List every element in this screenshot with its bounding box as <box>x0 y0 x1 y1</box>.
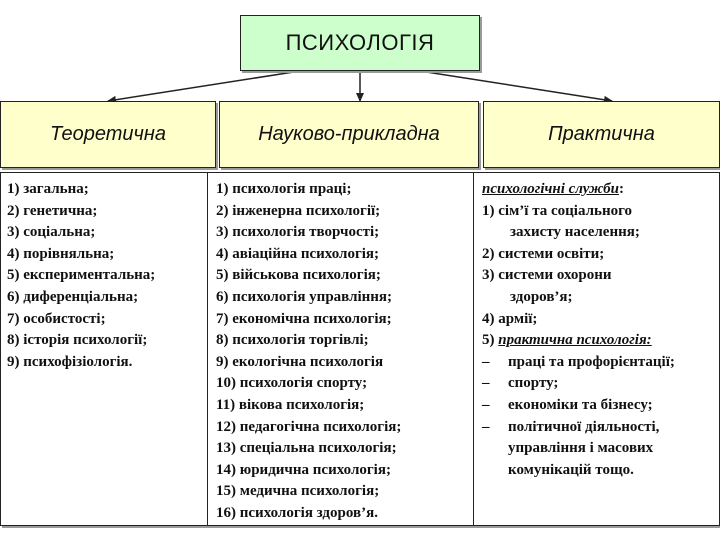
header-theoretical <box>0 101 216 168</box>
list-item: 14) юридична психологія; <box>216 461 391 478</box>
column-theoretical <box>0 172 216 526</box>
list-item: 15) медична психологія; <box>216 483 380 500</box>
list-item: 1) сім’ї та соціального <box>482 202 633 219</box>
list-item-continuation: захисту населення; <box>510 224 640 241</box>
list-item-continuation: здоров’я; <box>510 288 573 305</box>
list-item: 12) педагогічна психологія; <box>216 418 402 435</box>
header-applied-label: Науково-прикладна <box>258 123 440 145</box>
list-item: 2) інженерна психології; <box>216 202 381 219</box>
dash-item-continuation: комунікацій тощо. <box>508 461 634 478</box>
dash-bullet: – <box>482 396 490 413</box>
list-item: 10) психологія спорту; <box>216 375 368 392</box>
list-item: 4) авіаційна психологія; <box>216 245 380 262</box>
list-item: 1) загальна; <box>7 181 89 197</box>
dash-item <box>482 395 713 417</box>
list-item: 8) психологія торгівлі; <box>216 332 369 349</box>
list-item: 6) диференціальна; <box>7 288 139 305</box>
dash-item <box>482 417 713 439</box>
column-applied <box>207 172 479 526</box>
list-item: 9) психофізіологія. <box>7 353 133 370</box>
practical-psychology-heading: практична психологія: <box>498 332 652 349</box>
diagram-title: ПСИХОЛОГІЯ <box>285 30 435 55</box>
dash-item-text: спорту; <box>508 375 559 392</box>
list-item: 4) порівняльна; <box>7 245 115 262</box>
dash-item <box>482 373 713 395</box>
header-theoretical-label: Теоретична <box>49 123 167 145</box>
dash-bullet: – <box>482 375 490 392</box>
dash-bullet: – <box>482 353 490 370</box>
dash-bullet: – <box>482 418 490 435</box>
list-number: 5) <box>482 332 499 349</box>
header-applied <box>219 101 479 168</box>
list-item: 3) соціальна; <box>7 224 96 241</box>
services-heading: психологічні служби <box>482 181 619 197</box>
header-practical-label: Практична <box>548 123 655 145</box>
dash-item-text: праці та профорієнтації; <box>508 353 675 370</box>
list-item: 4) армії; <box>482 310 538 327</box>
arrow-to-theoretical <box>108 71 300 101</box>
title-box <box>240 15 480 71</box>
services-heading-line <box>482 179 713 201</box>
arrow-to-practical <box>420 71 612 101</box>
list-item: 16) психологія здоров’я. <box>216 504 378 521</box>
services-heading-colon: : <box>618 181 624 197</box>
list-item: 3) психологія творчості; <box>216 224 380 241</box>
dash-item-continuation: управління і масових <box>508 440 654 457</box>
list-item: 1) психологія праці; <box>216 181 352 197</box>
list-item: 7) економічна психологія; <box>216 310 392 327</box>
dash-item-text: політичної діяльності, <box>508 418 660 435</box>
list-item: 5) експериментальна; <box>7 267 156 284</box>
header-practical <box>483 101 720 168</box>
list-item: 7) особистості; <box>7 310 106 327</box>
list-item: 9) екологічна психологія <box>216 353 384 370</box>
list-item: 11) вікова психологія; <box>216 396 365 413</box>
list-item: 8) історія психології; <box>7 332 148 349</box>
dash-item <box>482 352 713 374</box>
list-item: 5) військова психологія; <box>216 267 381 284</box>
list-item: 6) психологія управління; <box>216 288 393 305</box>
column-practical <box>473 172 720 526</box>
list-item: 13) спеціальна психологія; <box>216 440 397 457</box>
list-item: 2) системи освіти; <box>482 245 605 262</box>
list-item-practical-psychology <box>482 330 713 352</box>
list-item: 3) системи охорони <box>482 267 612 284</box>
dash-item-text: економіки та бізнесу; <box>508 396 653 413</box>
list-item: 2) генетична; <box>7 202 98 219</box>
